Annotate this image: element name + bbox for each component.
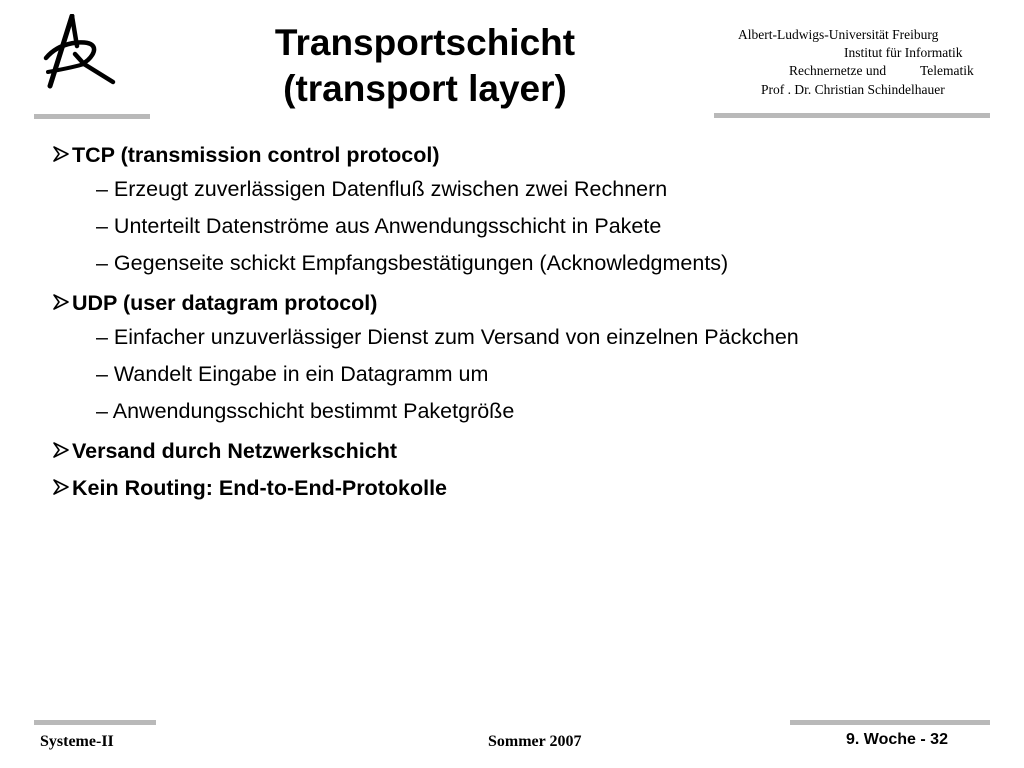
bullet-item [52, 284, 992, 321]
bullet-text: UDP (user datagram protocol) [72, 290, 378, 315]
slide-content [52, 136, 992, 506]
bullet-text: TCP (transmission control protocol) [72, 142, 440, 167]
affiliation-university: Albert-Ludwigs-Universität Freiburg [738, 27, 939, 42]
header-rule-right [714, 113, 990, 118]
affiliation-professor: Prof . Dr. Christian Schindelhauer [761, 82, 945, 97]
footer-term: Sommer 2007 [488, 733, 582, 750]
sub-item: – Einfacher unzuverlässiger Dienst zum Versand von einzelnen Päckchen [96, 325, 799, 349]
bullet-item [52, 136, 992, 173]
affiliation-chair-part2: Telematik [920, 63, 974, 78]
bullet-text: Kein Routing: End-to-End-Protokolle [72, 475, 448, 500]
header-rule-left [34, 114, 150, 119]
footer-page-number: 9. Woche - 32 [846, 731, 948, 748]
slide-title-line1: Transportschicht [274, 22, 576, 63]
sub-item: – Unterteilt Datenströme aus Anwendungsschicht in Pakete [96, 214, 662, 238]
sub-item: – Anwendungsschicht bestimmt Paketgröße [96, 399, 515, 423]
affiliation-institute: Institut für Informatik [844, 45, 963, 60]
university-logo-icon [38, 14, 128, 94]
slide-title [240, 20, 610, 112]
bullet-item [52, 469, 992, 506]
sub-item: – Wandelt Eingabe in ein Datagramm um [96, 362, 489, 386]
sub-item: – Gegenseite schickt Empfangsbestätigungen (Acknowledgments) [96, 251, 729, 275]
bullet-text: Versand durch Netzwerkschicht [72, 438, 397, 463]
sub-item: – Erzeugt zuverlässigen Datenfluß zwischen zwei Rechnern [96, 177, 668, 201]
arrow-bullet-icon [52, 435, 72, 467]
bullet-item [52, 432, 992, 469]
arrow-bullet-icon [52, 139, 72, 171]
affiliation-chair-part1: Rechnernetze und [789, 63, 887, 78]
arrow-bullet-icon [52, 472, 72, 504]
footer-course: Systeme-II [40, 733, 114, 750]
footer-rule-left [34, 720, 156, 725]
slide-title-line2: (transport layer) [283, 68, 567, 109]
footer-rule-right [790, 720, 990, 725]
arrow-bullet-icon [52, 287, 72, 319]
